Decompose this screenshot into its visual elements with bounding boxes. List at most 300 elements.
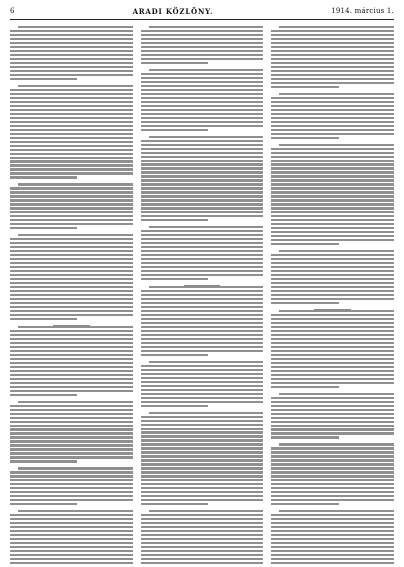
text-line [10,538,133,540]
text-line [10,137,133,139]
text-line [10,425,133,427]
text-line [141,428,264,430]
text-line [10,199,133,201]
text-line [141,93,264,95]
text-line [141,246,264,248]
text-line [141,385,264,387]
text-line [141,334,264,336]
text-line [271,397,394,399]
text-line [271,467,394,469]
text-line [141,467,264,469]
text-line [141,389,264,391]
text-line [141,318,264,320]
text-line [10,46,133,48]
text-line [271,195,394,197]
text-line [141,113,264,115]
text-line [141,203,264,205]
text-line [271,451,394,453]
text-line [18,26,133,28]
text-line [271,354,394,356]
text-line [271,254,394,256]
text-line [10,526,133,528]
text-line [271,239,394,241]
text-line [271,109,394,111]
text-line [271,405,394,407]
text-line [271,538,394,540]
text-line [10,440,133,442]
text-line [10,382,133,384]
masthead [10,6,394,16]
text-line [141,330,264,332]
text-line [141,554,264,556]
text-line [271,346,394,348]
text-line [271,156,394,158]
text-line [10,250,133,252]
text-line [10,514,133,516]
text-paragraph [141,286,264,358]
text-line [279,310,394,312]
text-line [141,431,264,433]
text-line [141,183,264,185]
text-line [149,412,264,414]
text-line [10,417,133,419]
text-line [141,89,264,91]
text-line [141,377,264,379]
text-line [10,227,77,229]
text-line [10,113,133,115]
text-line [271,338,394,340]
text-line [141,495,264,497]
text-line [141,117,264,119]
text-line [271,330,394,332]
text-paragraph [141,510,264,566]
text-line [271,148,394,150]
text-line [10,448,133,450]
text-line [271,74,394,76]
text-line [10,436,133,438]
text-line [10,390,133,392]
text-line [271,491,394,493]
text-line [271,199,394,201]
text-line [18,467,133,469]
text-line [271,117,394,119]
text-line [271,78,394,80]
text-line [141,294,264,296]
text-line [141,310,264,312]
text-line [10,78,77,80]
text-line [18,234,133,236]
text-line [141,558,264,560]
text-line [271,455,394,457]
text-line [141,479,264,481]
text-line [10,452,133,454]
text-line [271,298,394,300]
text-line [10,30,133,32]
text-line [271,432,394,434]
text-line [141,58,264,60]
text-line [271,370,394,372]
text-line [10,89,133,91]
text-line [141,306,264,308]
text-line [10,562,133,564]
text-line [10,129,133,131]
text-line [271,487,394,489]
text-line [141,514,264,516]
text-line [271,534,394,536]
text-line [10,306,133,308]
text-line [271,133,394,135]
text-line [10,187,133,189]
text-paragraph [10,510,133,566]
text-line [141,156,264,158]
text-line [141,38,264,40]
text-line [141,73,264,75]
text-line [10,38,133,40]
text-line [141,443,264,445]
text-line [271,286,394,288]
text-paragraph [271,510,394,566]
text-line [141,483,264,485]
text-line [141,187,264,189]
text-line [141,326,264,328]
text-line [10,342,133,344]
issue-date: 1914. március 1. [331,7,394,15]
text-line [141,435,264,437]
text-line [271,409,394,411]
text-line [10,522,133,524]
text-line [141,278,208,280]
text-line [141,322,264,324]
text-line [271,294,394,296]
text-line [18,85,133,87]
text-line [271,413,394,415]
text-line [271,70,394,72]
text-line [141,105,264,107]
text-line [10,479,133,481]
text-line [271,97,394,99]
text-paragraph [271,393,394,441]
text-paragraph [141,69,264,133]
text-line [141,50,264,52]
text-line [271,495,394,497]
text-line [271,171,394,173]
text-line [271,215,394,217]
text-line [141,152,264,154]
text-line [271,358,394,360]
text-line [10,290,133,292]
text-line [141,34,264,36]
text-columns [10,26,394,566]
text-line [271,243,338,245]
text-line [10,145,133,147]
text-line [271,50,394,52]
text-line [10,483,133,485]
text-paragraph [10,234,133,322]
text-line [271,105,394,107]
text-line [149,286,264,288]
text-line [271,318,394,320]
text-line [141,526,264,528]
text-line [10,176,77,178]
text-line [10,428,133,430]
text-line [149,26,264,28]
text-line [141,219,208,221]
text-line [141,101,264,103]
text-line [149,136,264,138]
text-line [141,314,264,316]
text-line [10,456,133,458]
text-line [279,393,394,395]
text-line [271,428,394,430]
text-line [141,346,264,348]
text-line [271,235,394,237]
text-line [10,74,133,76]
text-line [10,499,133,501]
text-line [10,141,133,143]
text-line [271,302,338,304]
text-line [10,413,133,415]
text-line [271,483,394,485]
text-line [149,361,264,363]
text-line [271,471,394,473]
text-line [271,499,394,501]
text-line [141,290,264,292]
text-line [141,140,264,142]
text-line [10,310,133,312]
text-line [10,550,133,552]
text-line [141,167,264,169]
text-line [10,354,133,356]
text-line [271,175,394,177]
text-line [10,274,133,276]
text-line [141,302,264,304]
text-line [271,503,338,505]
text-line [10,215,133,217]
text-line [271,227,394,229]
text-line [271,86,338,88]
text-paragraph [271,93,394,141]
text-line [271,447,394,449]
text-line [10,109,133,111]
text-line [10,242,133,244]
text-line [271,562,394,564]
text-paragraph [10,326,133,398]
text-line [141,491,264,493]
text-line [10,298,133,300]
text-line [10,203,133,205]
text-line [10,405,133,407]
text-line [141,350,264,352]
text-paragraph [271,250,394,306]
text-line [10,362,133,364]
text-line [271,421,394,423]
text-line [10,266,133,268]
text-line [10,66,133,68]
text-line [18,326,133,328]
text-line [271,46,394,48]
text-line [10,223,133,225]
text-line [141,175,264,177]
text-line [271,334,394,336]
text-line [271,290,394,292]
text-line [10,125,133,127]
text-line [279,250,394,252]
text-line [141,487,264,489]
text-line [141,121,264,123]
text-paragraph [271,26,394,90]
text-line [141,342,264,344]
text-line [271,542,394,544]
text-line [271,522,394,524]
text-line [10,121,133,123]
text-line [10,334,133,336]
text-line [141,471,264,473]
text-line [141,420,264,422]
text-line [141,30,264,32]
text-line [271,270,394,272]
text-line [271,558,394,560]
text-line [141,262,264,264]
text-line [10,93,133,95]
text-line [141,397,264,399]
text-line [141,459,264,461]
text-line [141,503,208,505]
text-line [10,164,133,166]
text-line [10,518,133,520]
text-line [271,514,394,516]
text-line [141,451,264,453]
text-line [10,270,133,272]
text-line [271,207,394,209]
text-line [141,405,208,407]
text-line [141,163,264,165]
text-line [10,42,133,44]
text-line [10,168,133,170]
text-line [271,386,338,388]
text-line [271,326,394,328]
text-line [271,362,394,364]
text-line [271,436,338,438]
text-line [10,409,133,411]
text-paragraph [10,467,133,507]
text-line [279,26,394,28]
text-line [271,231,394,233]
text-line [10,238,133,240]
text-line [10,330,133,332]
text-line [271,58,394,60]
text-line [10,471,133,473]
text-line [10,58,133,60]
text-line [10,495,133,497]
text-line [271,518,394,520]
text-line [271,125,394,127]
column-2 [141,26,264,566]
text-line [271,401,394,403]
text-line [10,153,133,155]
text-line [279,144,394,146]
text-line [10,346,133,348]
text-line [149,226,264,228]
text-line [141,258,264,260]
text-line [141,354,208,356]
text-line [141,238,264,240]
text-line [10,258,133,260]
text-line [10,338,133,340]
text-line [141,373,264,375]
text-line [271,183,394,185]
column-3 [271,26,394,566]
text-line [18,401,133,403]
text-line [10,460,77,462]
text-line [271,258,394,260]
text-line [141,338,264,340]
text-paragraph [271,443,394,507]
text-line [271,266,394,268]
text-line [10,191,133,193]
text-line [141,416,264,418]
text-line [10,542,133,544]
text-line [10,487,133,489]
text-line [10,160,133,162]
text-line [141,160,264,162]
text-line [141,171,264,173]
text-line [271,350,394,352]
text-line [141,250,264,252]
text-line [271,374,394,376]
text-line [10,172,133,174]
text-line [271,211,394,213]
text-line [271,121,394,123]
text-line [271,38,394,40]
page-number: 6 [10,7,15,15]
text-line [10,101,133,103]
text-line [141,542,264,544]
text-line [271,113,394,115]
text-line [271,382,394,384]
text-paragraph [10,85,133,181]
text-paragraph [141,26,264,66]
text-line [10,282,133,284]
text-line [271,366,394,368]
text-line [141,439,264,441]
text-line [10,246,133,248]
text-line [141,518,264,520]
text-line [271,475,394,477]
text-line [271,163,394,165]
text-line [271,223,394,225]
text-line [10,117,133,119]
text-line [10,70,133,72]
text-line [141,109,264,111]
text-line [10,421,133,423]
text-line [271,278,394,280]
text-paragraph [141,136,264,224]
text-line [141,447,264,449]
text-line [141,77,264,79]
text-line [141,369,264,371]
text-line [18,510,133,512]
text-line [141,499,264,501]
text-line [141,54,264,56]
text-paragraph [10,183,133,231]
text-paragraph [10,401,133,465]
text-line [141,62,208,64]
text-line [141,455,264,457]
text-line [271,54,394,56]
text-line [141,463,264,465]
text-line [10,314,133,316]
text-line [141,538,264,540]
